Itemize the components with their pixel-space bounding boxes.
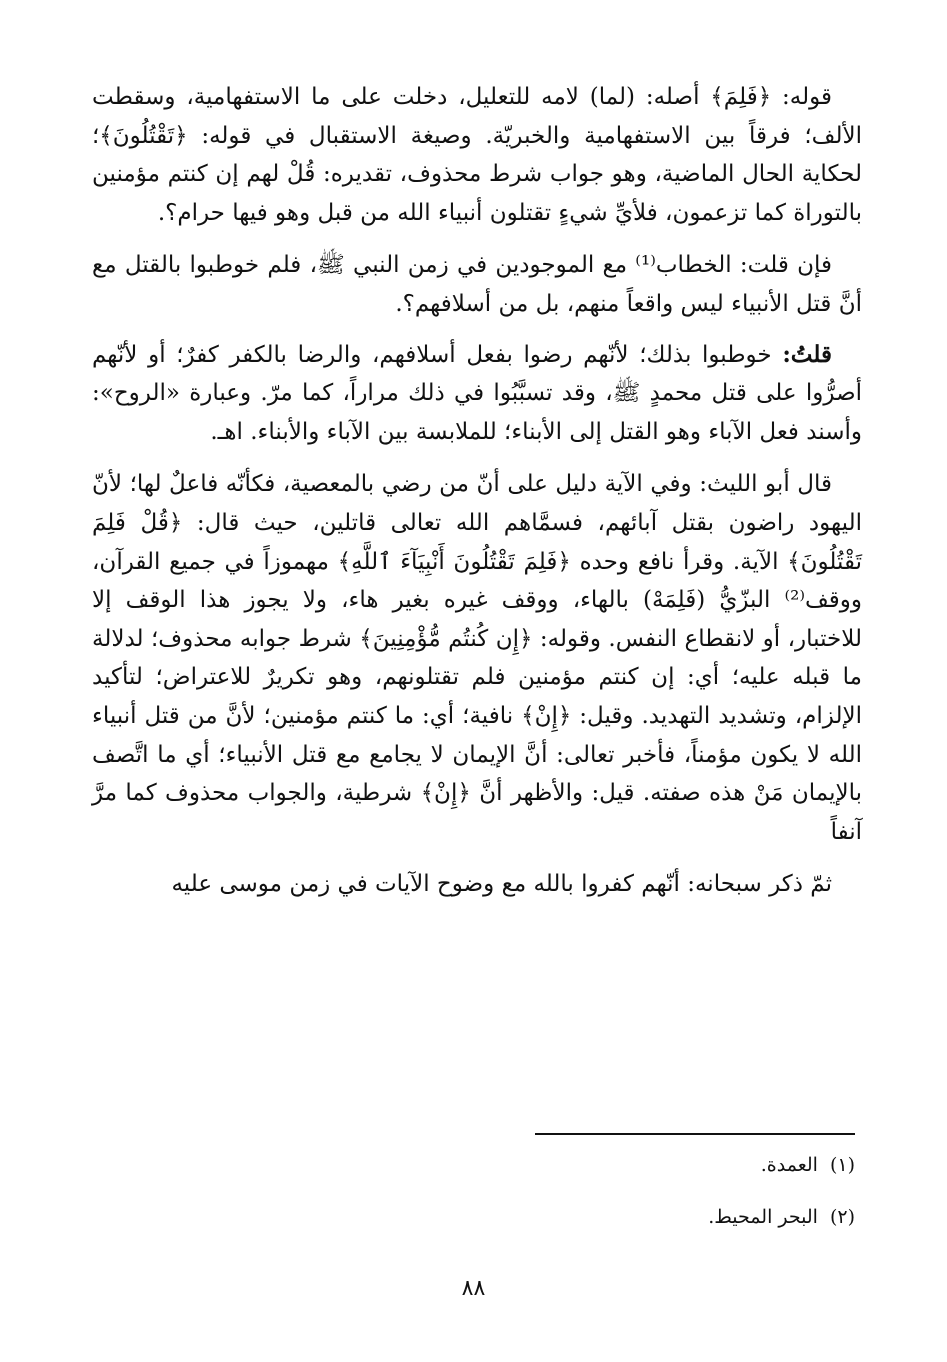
footnote-1-text: العمدة. [760, 1154, 818, 1176]
paragraph-2: فإن قلت: الخطاب⁽¹⁾ مع الموجودين في زمن النبي ﷺ، فلم خوطبوا بالقتل مع أنَّ قتل الأنبياء ليس واقعاً منهم، بل من أسلافهم؟. [92, 252, 862, 317]
footnote-separator [535, 1133, 855, 1135]
main-text [92, 78, 862, 918]
paragraph-5: ثمّ ذكر سبحانه: أنّهم كفروا بالله مع وضوح الآيات في زمن موسى عليه [171, 871, 832, 898]
page-number: ٨٨ [461, 1276, 486, 1301]
footnote-2-text: البحر المحيط. [708, 1206, 818, 1228]
paragraph-1: قوله: ﴿فَلِمَ﴾ أصله: (لما) لامه للتعليل، دخلت على ما الاستفهامية، وسقطت الألف؛ فرقاً بين الاستفهامية والخبريّة. وصيغة الاستقبال في قوله: ﴿تَقْتُلُونَ﴾؛ لحكاية الحال الماضية، وهو جواب شرط محذوف، تقديره: قُلْ لهم إن كنتم مؤمنين بالتوراة كما تزعمون، فلأيِّ شيءٍ تقتلون أنبياء الله من قبل وهو فيها حرام؟. [92, 84, 862, 226]
footnote-2-number: (٢) [829, 1206, 855, 1228]
paragraph-3-body: خوطبوا بذلك؛ لأنّهم رضوا بفعل أسلافهم، والرضا بالكفر كفرٌ؛ أو لأنّهم أصرُّوا على قتل محمدٍ ﷺ، وقد تسبَّبُوا في ذلك مراراً، كما مرّ. وعبارة «الروح»: وأسند فعل الآباء وهو القتل إلى الأبناء؛ للملابسة بين الآباء والأبناء. اهـ. [92, 341, 862, 445]
paragraph-4: قال أبو الليث: وفي الآية دليل على أنّ من رضي بالمعصية، فكأنّه فاعلٌ لها؛ لأنّ اليهود راضون بقتل آبائهم، فسمَّاهم الله تعالى قاتلين، حيث قال: ﴿قُلْ فَلِمَ تَقْتُلُونَ﴾ الآية. وقرأ نافع وحده ﴿فَلِمَ تَقْتُلُونَ أَنْبِيَآءَ ٱللَّهِ﴾ مهموزاً في جميع القرآن، ووقف⁽²⁾ البزّيُّ (فَلِمَهْ) بالهاء، ووقف غيره بغير هاء، ولا يجوز هذا الوقف إلا للاختبار، أو لانقطاع النفس. وقوله: ﴿إِن كُنتُم مُّؤْمِنِينَ﴾ شرط جوابه محذوف؛ لدلالة ما قبله عليه؛ أي: إن كنتم مؤمنين فلم تقتلونهم، وهو تكريرٌ للاعتراض؛ لتأكيد الإلزام، وتشديد التهديد. وقيل: ﴿إِنْ﴾ نافية؛ أي: ما كنتم مؤمنين؛ لأنَّ من قتل أنبياء الله لا يكون مؤمناً، فأخبر تعالى: أنَّ الإيمان لا يجامع مع قتل الأنبياء؛ أي ما اتَّصف بالإيمان مَنْ هذه صفته. قيل: والأظهر أنَّ ﴿إِنْ﴾ شرطية، والجواب محذوف كما مرَّ آنفاً [92, 471, 862, 845]
footnote-2 [85, 1202, 855, 1232]
footnotes [85, 1150, 855, 1254]
paragraph-3 [92, 336, 862, 452]
footnote-1 [85, 1150, 855, 1180]
footnote-1-number: (١) [829, 1154, 855, 1176]
paragraph-3-lead: قلتُ: [782, 340, 832, 368]
